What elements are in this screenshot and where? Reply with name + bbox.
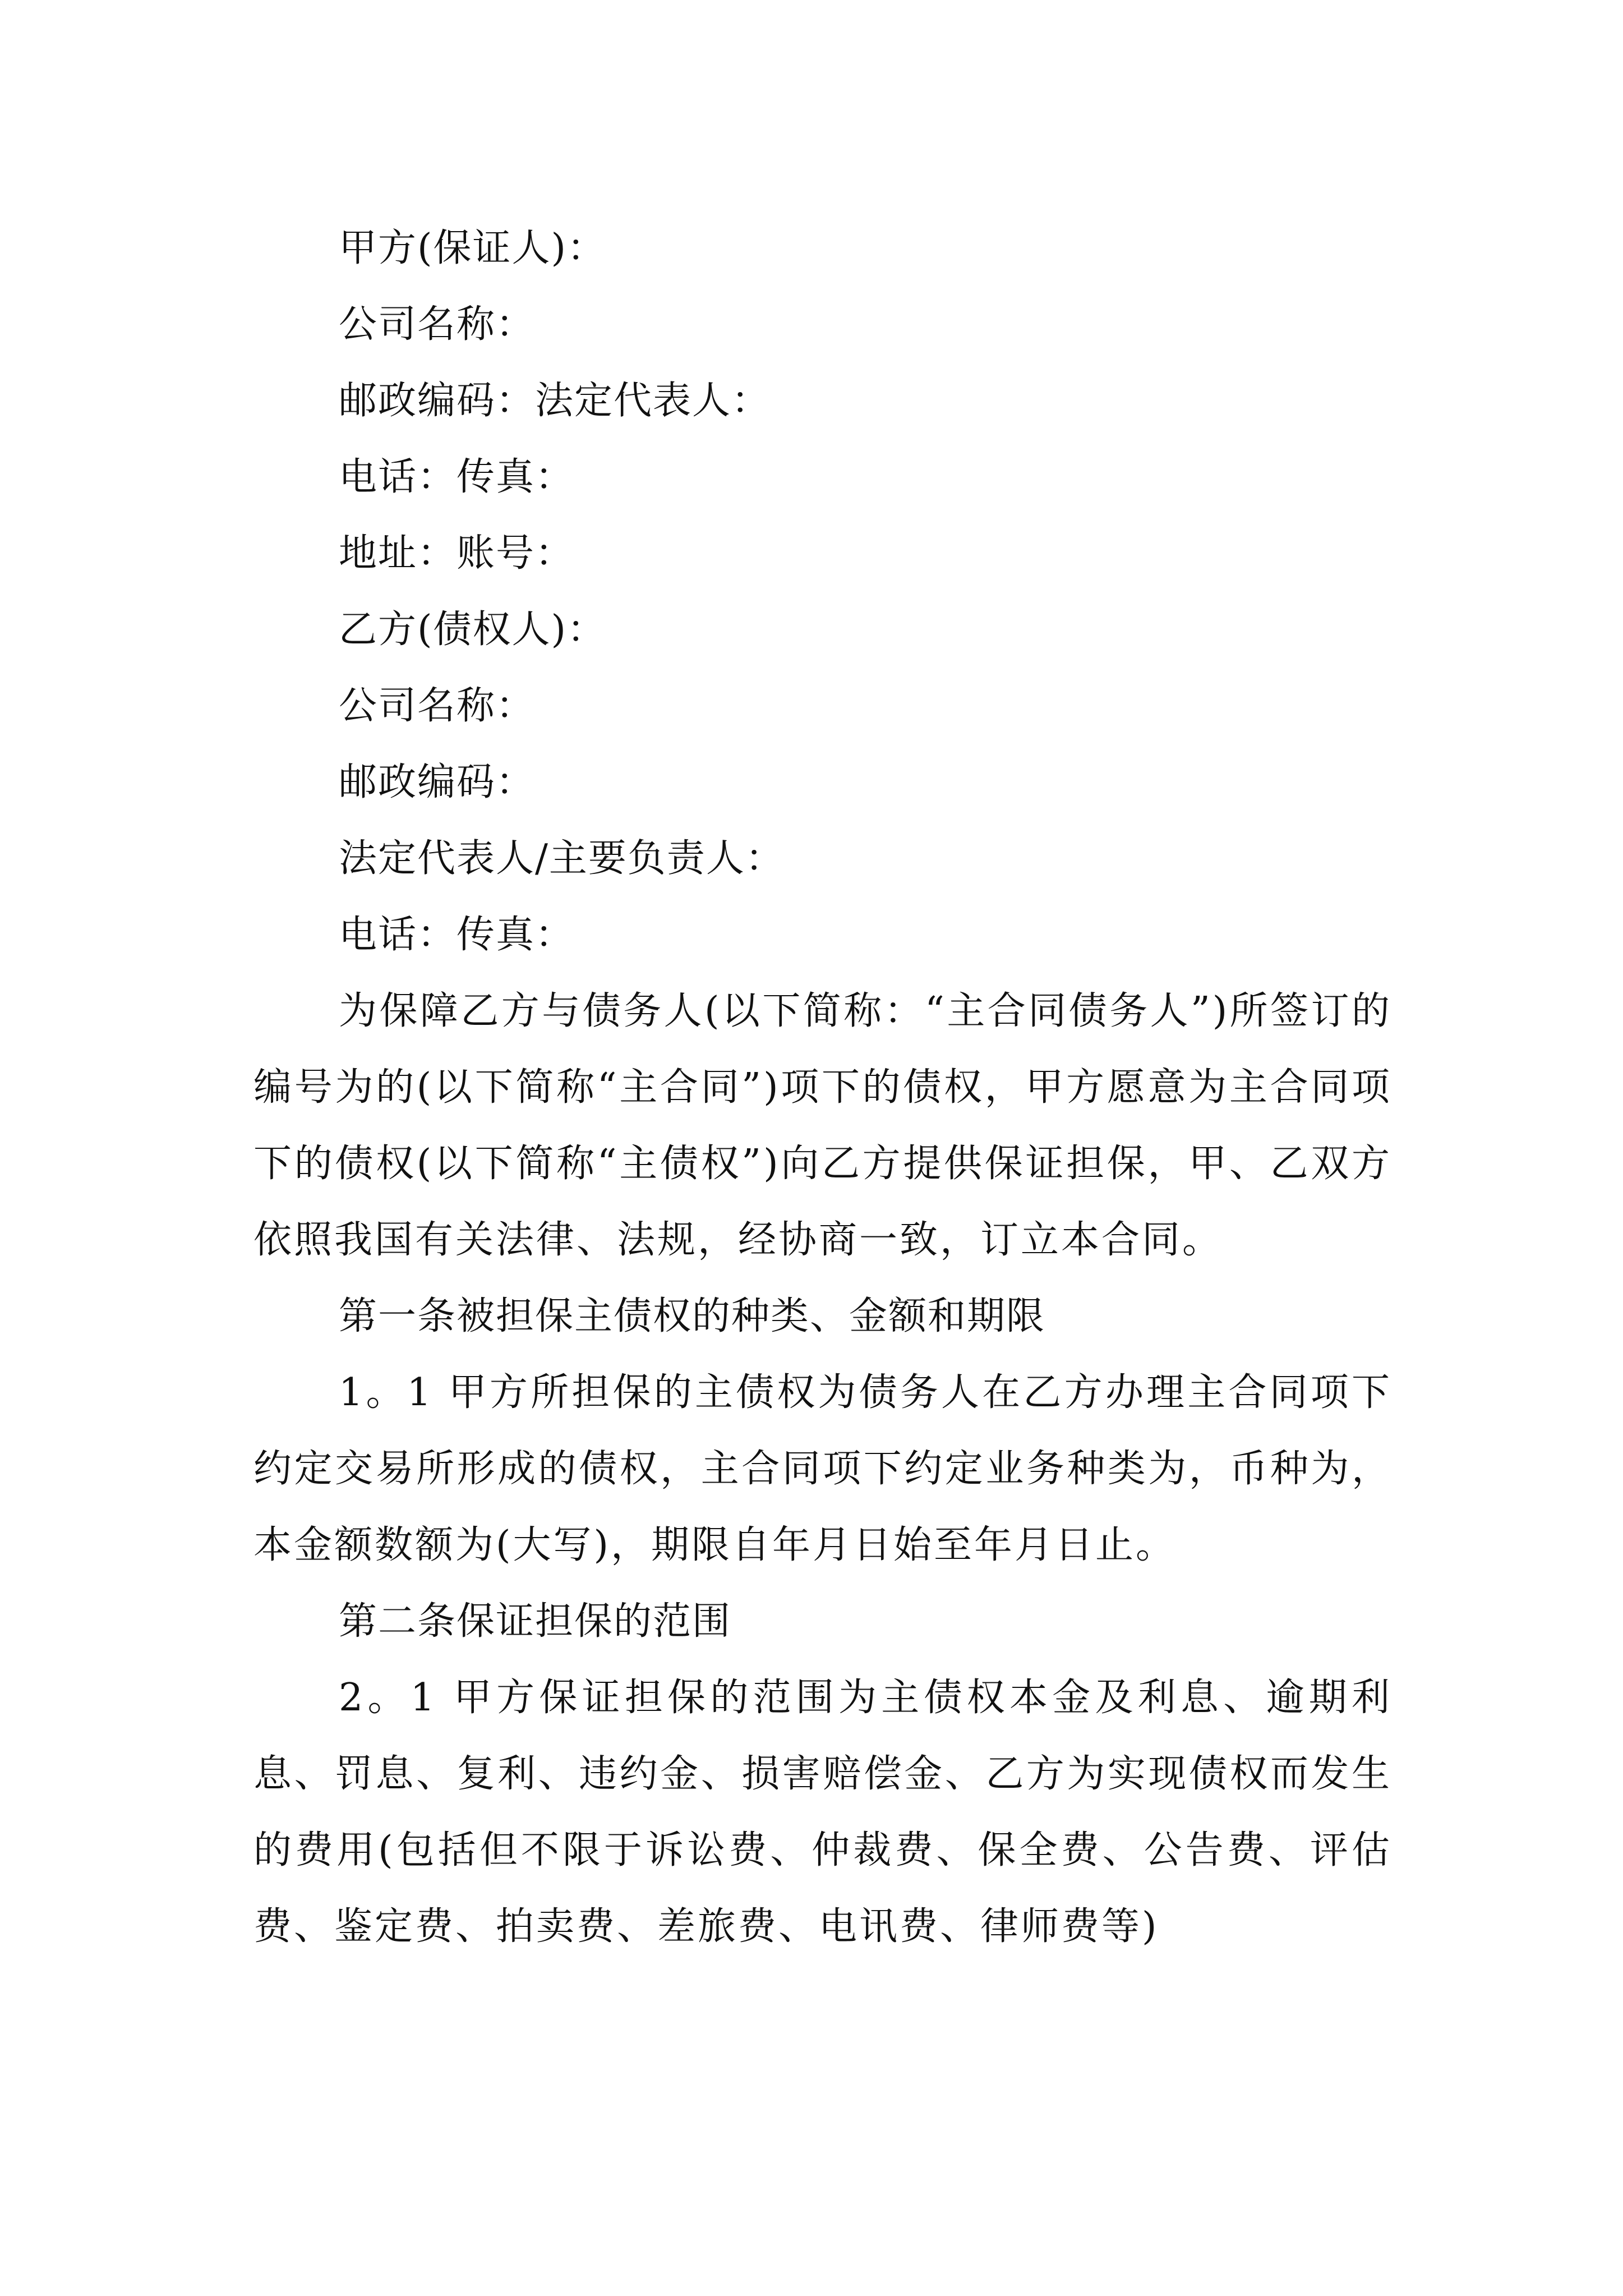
preamble-paragraph: 为保障乙方与债务人(以下简称：“主合同债务人”)所签订的编号为的(以下简称“主合同”)项下的债权，甲方愿意为主合同项下的债权(以下简称“主债权”)向乙方提供保证担保，甲、乙双方依照我国有关法律、法规，经协商一致，订立本合同。	[253, 989, 1392, 1262]
party-b-company-name: 公司名称：	[339, 684, 536, 728]
party-b-postcode: 邮政编码：	[339, 760, 536, 804]
party-b-representative: 法定代表人/主要负责人：	[339, 836, 785, 881]
article-2-title: 第二条保证担保的范围	[339, 1599, 732, 1644]
clause-2-1: 2。1 甲方保证担保的范围为主债权本金及利息、逾期利息、罚息、复利、违约金、损害赔偿金、乙方为实现债权而发生的费用(包括但不限于诉讼费、仲裁费、保全费、公告费、评估费、鉴定费、拍卖费、差旅费、电讯费、律师费等)	[253, 1676, 1392, 1949]
party-b-heading: 乙方(债权人)：	[339, 608, 607, 652]
party-a-address-account: 地址：账号：	[339, 531, 575, 576]
party-a-postcode-representative: 邮政编码：法定代表人：	[339, 379, 771, 423]
document-body	[253, 210, 1392, 1965]
clause-1-1: 1。1 甲方所担保的主债权为债务人在乙方办理主合同项下约定交易所形成的债权，主合同项下约定业务种类为，币种为，本金额数额为(大写)，期限自年月日始至年月日止。	[253, 1370, 1392, 1567]
party-a-heading: 甲方(保证人)：	[339, 226, 607, 270]
party-b-phone-fax: 电话：传真：	[339, 913, 575, 957]
article-1-title: 第一条被担保主债权的种类、金额和期限	[339, 1294, 1046, 1338]
party-a-company-name: 公司名称：	[339, 302, 536, 347]
party-a-phone-fax: 电话：传真：	[339, 455, 575, 499]
